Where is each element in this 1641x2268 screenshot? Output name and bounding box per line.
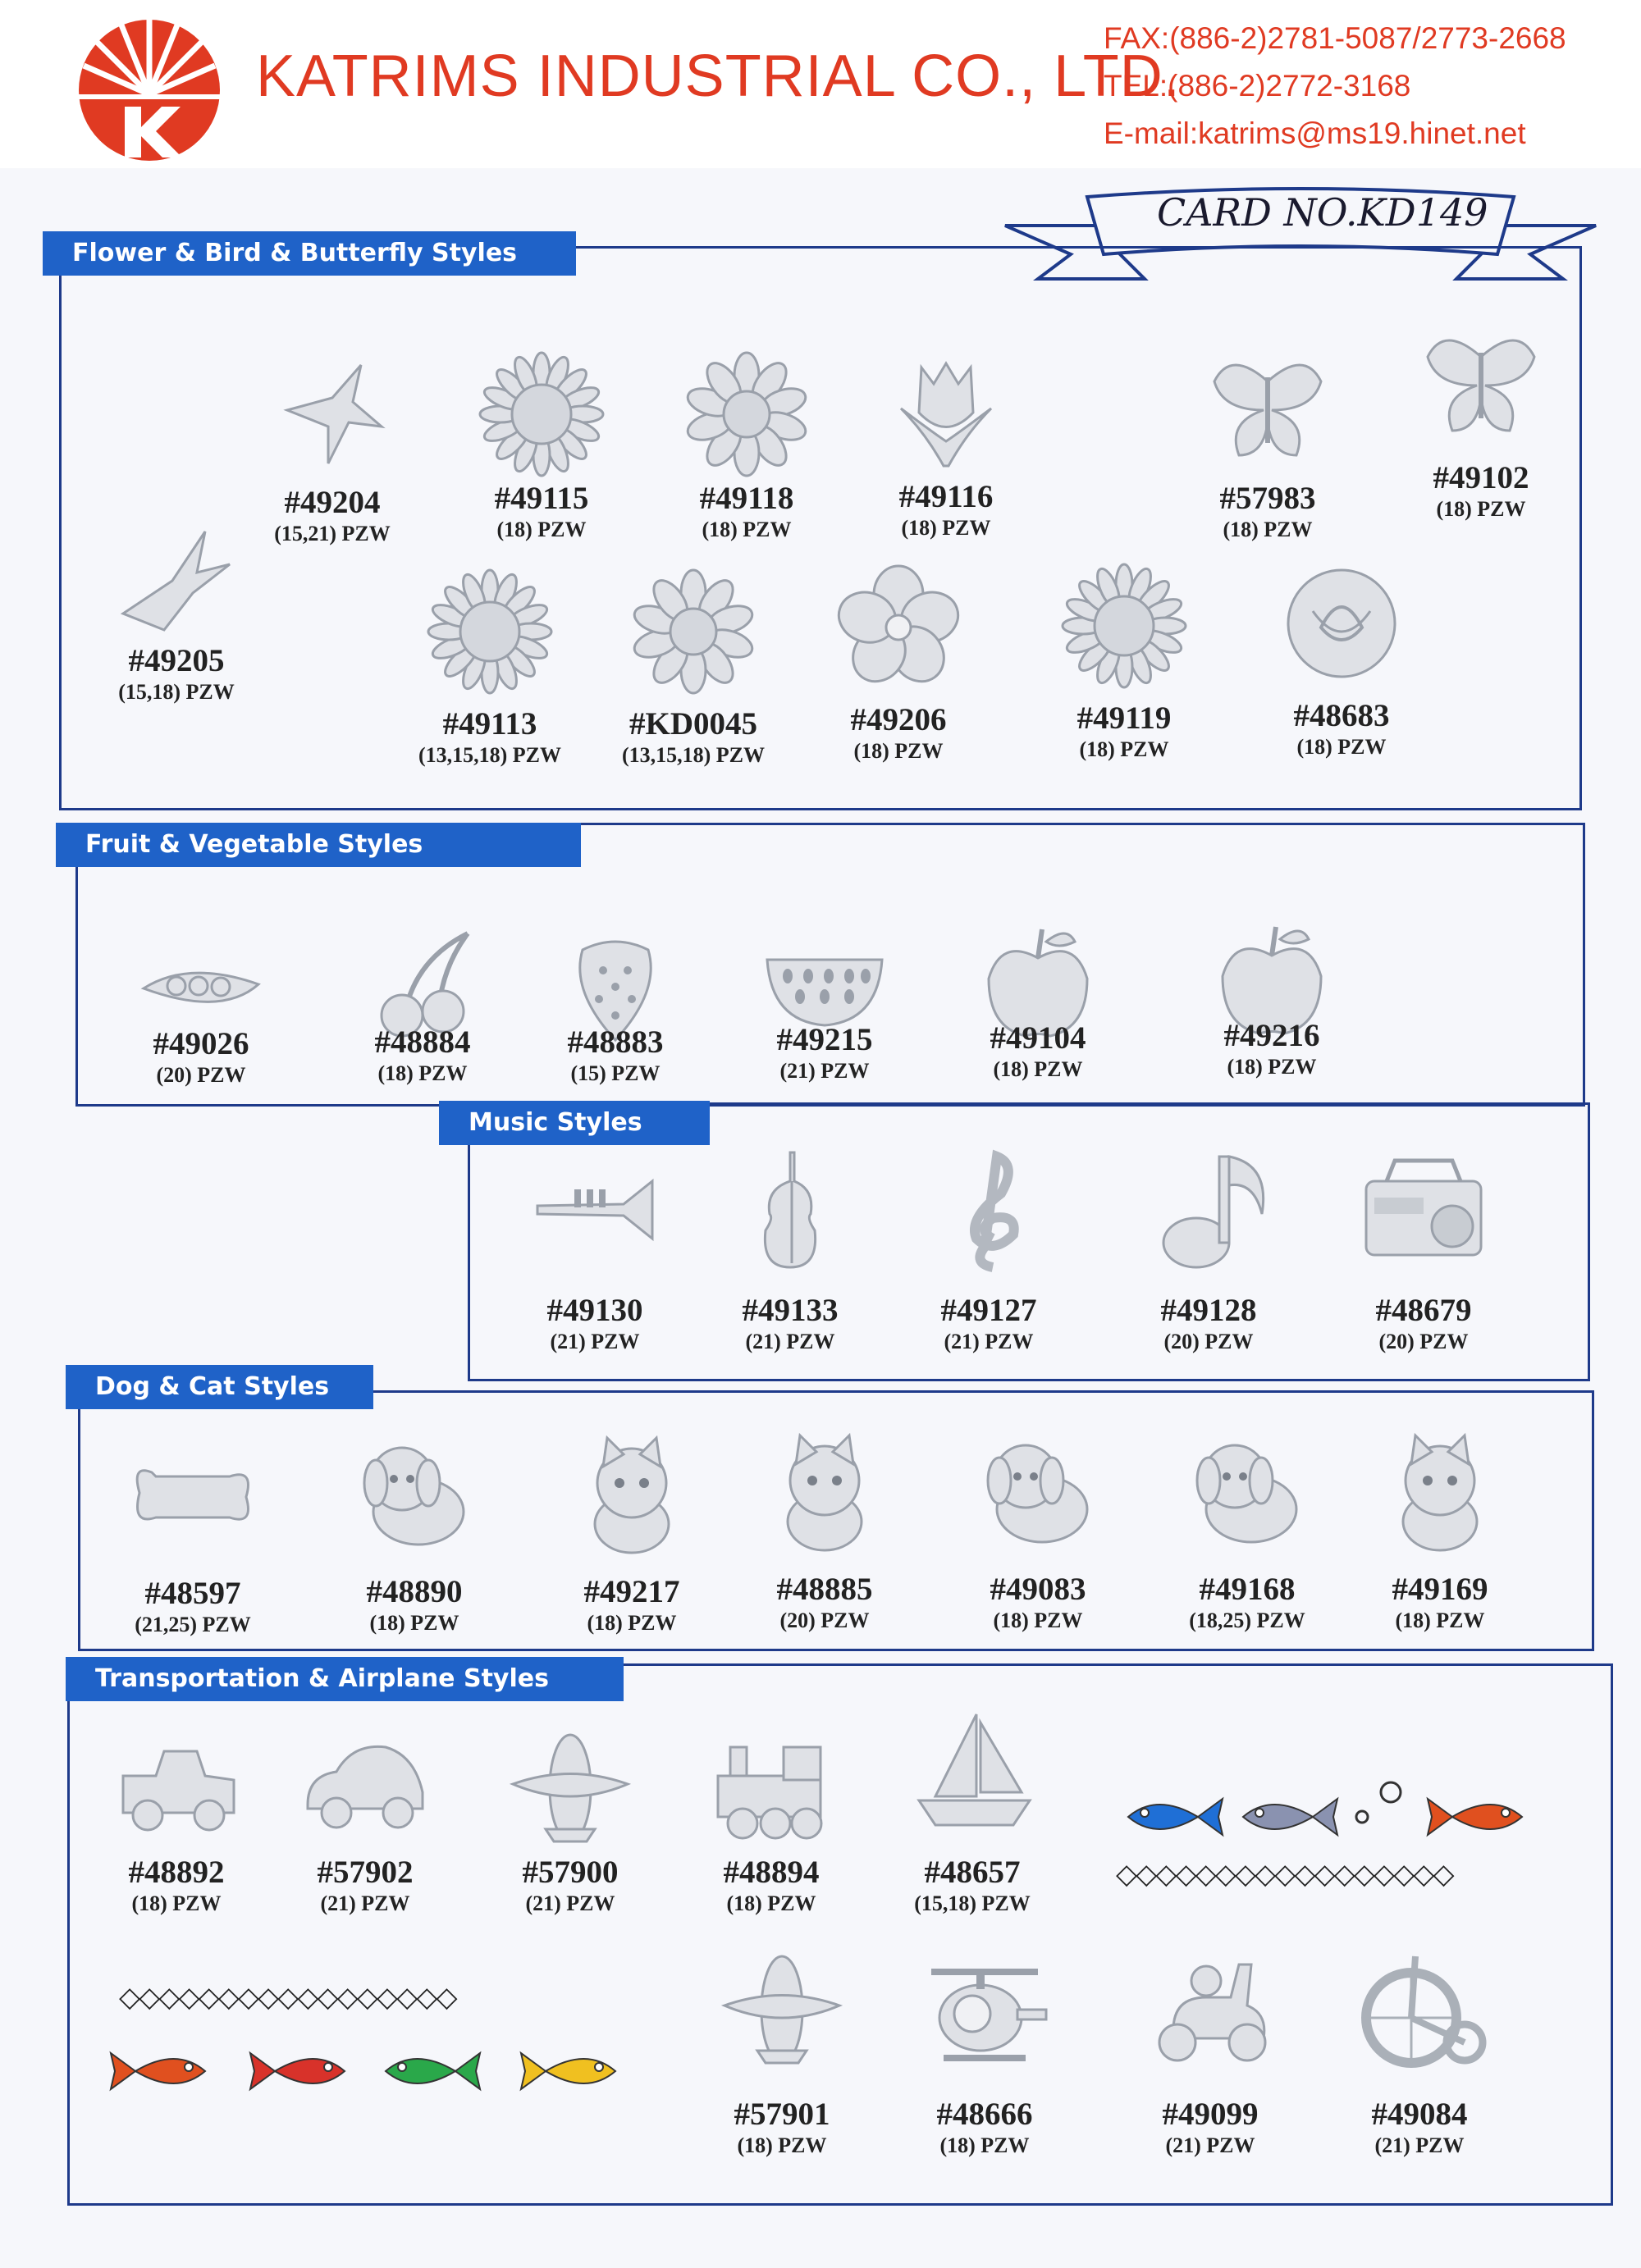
airplane-icon xyxy=(720,1948,843,2071)
product-size: (18) PZW xyxy=(726,1892,816,1915)
product-size: (18) PZW xyxy=(587,1611,677,1635)
product-size: (21) PZW xyxy=(525,1892,615,1915)
product-size: (18) PZW xyxy=(702,518,792,541)
product-code: #49169 xyxy=(1392,1572,1488,1607)
product-size: (18) PZW xyxy=(737,2133,827,2157)
header xyxy=(0,0,1641,168)
product-size: (18) PZW xyxy=(131,1892,222,1915)
product-code: #57901 xyxy=(734,2097,830,2132)
product-code: #49168 xyxy=(1199,1572,1296,1607)
product-size: (18) PZW xyxy=(939,2133,1030,2157)
daisy-icon xyxy=(632,570,755,693)
product-size: (18) PZW xyxy=(993,1057,1083,1081)
product-size: (18) PZW xyxy=(1436,497,1526,521)
diamond-border-top: ◇◇◇◇◇◇◇◇◇◇◇◇◇◇◇◇◇ xyxy=(1116,1858,1453,1891)
dog-icon xyxy=(1186,1431,1309,1554)
diamond-border-bottom: ◇◇◇◇◇◇◇◇◇◇◇◇◇◇◇◇◇ xyxy=(119,1981,456,2014)
product-size: (18) PZW xyxy=(853,739,944,763)
train-icon xyxy=(710,1727,833,1850)
product-size: (15) PZW xyxy=(570,1061,661,1085)
product-code: #57983 xyxy=(1219,481,1316,516)
jeep-icon xyxy=(115,1727,238,1850)
product-size: (21,25) PZW xyxy=(135,1613,251,1636)
product-size: (21) PZW xyxy=(944,1330,1034,1353)
product-code: #KD0045 xyxy=(629,706,757,742)
dog-icon xyxy=(976,1431,1099,1554)
fish-icon xyxy=(111,2053,205,2089)
product-size: (18) PZW xyxy=(496,518,587,541)
fish-icon xyxy=(1428,1799,1522,1835)
scooter-icon xyxy=(1149,1948,1272,2071)
product-size: (21) PZW xyxy=(779,1059,870,1083)
butterfly-icon xyxy=(1419,324,1543,447)
product-code: #49128 xyxy=(1160,1293,1257,1328)
car-icon xyxy=(304,1727,427,1850)
product-size: (20) PZW xyxy=(779,1609,870,1632)
company-name: KATRIMS INDUSTRIAL CO., LTD. xyxy=(256,43,1181,109)
airplane-icon xyxy=(509,1727,632,1850)
fish-icon xyxy=(250,2053,345,2089)
product-size: (15,18) PZW xyxy=(914,1892,1031,1915)
product-code: #48597 xyxy=(144,1576,241,1611)
product-code: #49127 xyxy=(940,1293,1037,1328)
fish-icon xyxy=(386,2053,480,2089)
butterfly-icon xyxy=(1206,349,1329,472)
product-size: (20) PZW xyxy=(156,1063,246,1087)
music-note-icon xyxy=(1147,1148,1270,1271)
fax-number: FAX:(886-2)2781-5087/2773-2668 xyxy=(1104,21,1566,55)
product-code: #48894 xyxy=(723,1855,820,1890)
tel-number: TEL:(886-2)2772-3168 xyxy=(1104,69,1411,103)
cat-icon xyxy=(1378,1431,1502,1554)
daisy-icon xyxy=(685,353,808,476)
trumpet-icon xyxy=(533,1148,656,1271)
company-logo xyxy=(75,16,223,164)
helicopter-icon xyxy=(923,1948,1046,2071)
product-code: #49215 xyxy=(776,1022,873,1057)
product-code: #49204 xyxy=(284,485,381,520)
section-title-dogcat: Dog & Cat Styles xyxy=(66,1365,373,1409)
product-code: #49026 xyxy=(153,1026,249,1061)
sunflower-icon xyxy=(1063,564,1186,687)
product-size: (21) PZW xyxy=(550,1330,640,1353)
cat-icon xyxy=(570,1434,693,1557)
product-code: #57902 xyxy=(317,1855,414,1890)
product-code: #49116 xyxy=(898,479,994,514)
product-code: #49217 xyxy=(583,1574,680,1609)
fish-icon xyxy=(1128,1799,1223,1835)
cat-icon xyxy=(763,1431,886,1554)
product-size: (18,25) PZW xyxy=(1189,1609,1305,1632)
product-code: #48885 xyxy=(776,1572,873,1607)
product-code: #49084 xyxy=(1371,2097,1468,2132)
product-code: #48679 xyxy=(1375,1293,1472,1328)
bird-icon xyxy=(271,353,394,476)
product-size: (21) PZW xyxy=(320,1892,410,1915)
violin-icon xyxy=(729,1148,852,1271)
email-address: E-mail:katrims@ms19.hinet.net xyxy=(1104,116,1526,150)
tulip-icon xyxy=(884,351,1008,474)
product-size: (18) PZW xyxy=(993,1609,1083,1632)
product-code: #49130 xyxy=(546,1293,643,1328)
radio-icon xyxy=(1362,1148,1485,1271)
product-size: (18) PZW xyxy=(1395,1609,1485,1632)
product-code: #48683 xyxy=(1293,698,1390,733)
product-code: #57900 xyxy=(522,1855,619,1890)
product-size: (21) PZW xyxy=(1165,2133,1255,2157)
fish-decoration-top xyxy=(1116,1772,1551,1862)
product-code: #49099 xyxy=(1162,2097,1259,2132)
treble-clef-icon xyxy=(927,1148,1050,1271)
product-size: (15,21) PZW xyxy=(274,522,391,545)
dog-icon xyxy=(353,1434,476,1557)
card-number: CARD NO.KD149 xyxy=(1157,190,1488,235)
product-code: #48666 xyxy=(936,2097,1033,2132)
product-code: #49083 xyxy=(990,1572,1086,1607)
product-code: #49102 xyxy=(1433,460,1529,495)
product-code: #49216 xyxy=(1223,1018,1320,1053)
product-size: (13,15,18) PZW xyxy=(621,743,766,767)
bone-icon xyxy=(131,1435,254,1558)
flower-icon xyxy=(837,566,960,689)
product-size: (18) PZW xyxy=(377,1061,468,1085)
sailboat-icon xyxy=(911,1710,1034,1833)
section-title-transport: Transportation & Airplane Styles xyxy=(66,1657,624,1701)
contact-info xyxy=(1104,15,1566,157)
product-code: #49119 xyxy=(1076,700,1172,736)
product-code: #49133 xyxy=(742,1293,839,1328)
sunflower-icon xyxy=(480,353,603,476)
product-code: #49113 xyxy=(442,706,537,742)
section-title-flower: Flower & Bird & Butterfly Styles xyxy=(43,231,576,276)
product-code: #48884 xyxy=(374,1024,471,1060)
product-code: #48890 xyxy=(366,1574,463,1609)
product-size: (20) PZW xyxy=(1378,1330,1469,1353)
product-size: (13,15,18) PZW xyxy=(418,743,562,767)
product-size: (18) PZW xyxy=(1223,518,1313,541)
product-code: #49205 xyxy=(128,643,225,678)
product-code: #48657 xyxy=(924,1855,1021,1890)
swallow-icon xyxy=(115,515,238,638)
product-size: (18) PZW xyxy=(901,516,991,540)
section-title-fruit: Fruit & Vegetable Styles xyxy=(56,823,581,867)
product-size: (21) PZW xyxy=(745,1330,835,1353)
product-code: #48883 xyxy=(567,1024,664,1060)
product-code: #49118 xyxy=(699,481,794,516)
fish-icon xyxy=(521,2053,615,2089)
product-size: (15,18) PZW xyxy=(118,680,235,704)
tricycle-icon xyxy=(1358,1948,1481,2071)
product-size: (18) PZW xyxy=(369,1611,459,1635)
product-code: #48892 xyxy=(128,1855,225,1890)
rose-icon xyxy=(1280,562,1403,685)
product-size: (18) PZW xyxy=(1296,735,1387,759)
product-size: (18) PZW xyxy=(1227,1055,1317,1079)
section-title-music: Music Styles xyxy=(439,1101,710,1145)
fish-icon xyxy=(1243,1799,1337,1835)
fish-decoration-bottom xyxy=(107,2026,648,2116)
sunflower-icon xyxy=(428,570,551,693)
product-size: (21) PZW xyxy=(1374,2133,1465,2157)
product-code: #49104 xyxy=(990,1020,1086,1056)
product-code: #49115 xyxy=(494,481,589,516)
product-size: (20) PZW xyxy=(1163,1330,1254,1353)
product-code: #49206 xyxy=(850,702,947,737)
product-size: (18) PZW xyxy=(1079,737,1169,761)
